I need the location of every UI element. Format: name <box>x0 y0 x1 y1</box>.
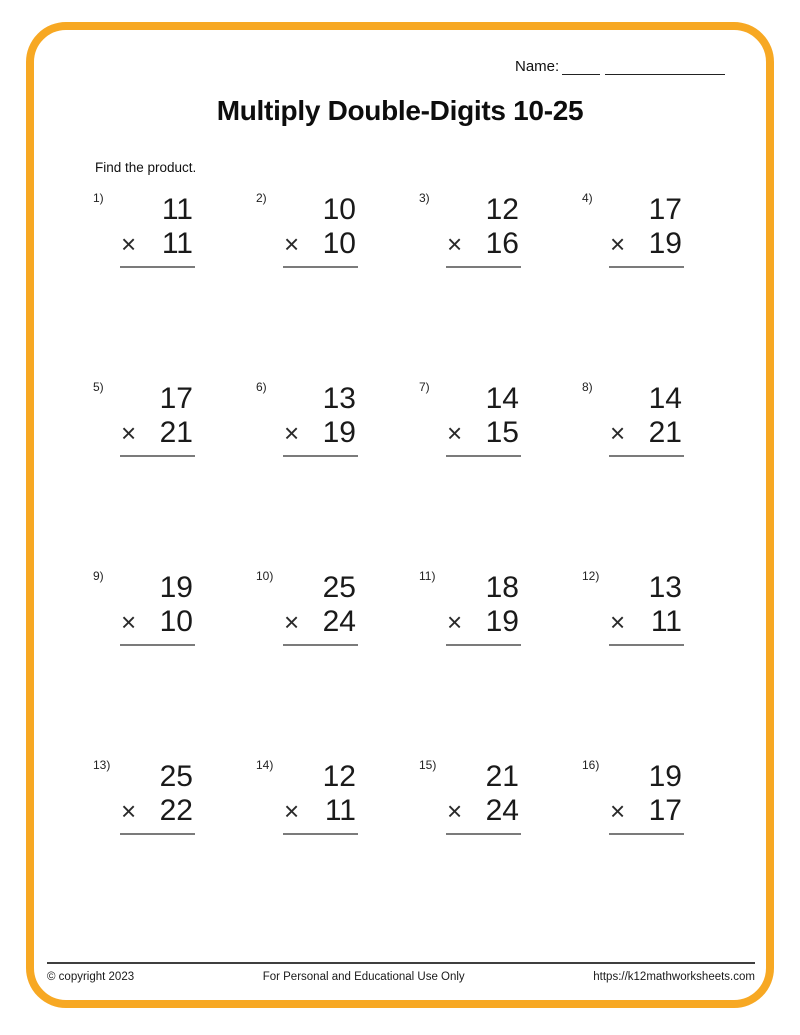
problem-number-label: 10) <box>256 569 274 583</box>
answer-line <box>283 644 358 646</box>
name-blank-line <box>605 59 725 75</box>
multiplication-problem <box>90 569 253 664</box>
multiplication-sign: × <box>284 229 300 259</box>
problem-body <box>120 382 195 457</box>
multiplier-row <box>609 794 684 828</box>
multiplier-row <box>120 227 195 261</box>
problem-body <box>120 760 195 835</box>
problem-number-label: 13) <box>93 758 111 772</box>
multiplier: 21 <box>159 416 193 449</box>
multiplicand: 12 <box>322 760 356 793</box>
multiplication-sign: × <box>447 229 463 259</box>
multiplicand: 21 <box>485 760 519 793</box>
multiplicand: 19 <box>159 571 193 604</box>
multiplicand: 12 <box>485 193 519 226</box>
answer-line <box>609 833 684 835</box>
multiplicand: 25 <box>159 760 193 793</box>
problem-number-label: 8) <box>582 380 593 394</box>
multiplication-sign: × <box>610 418 626 448</box>
multiplicand: 17 <box>648 193 682 226</box>
problem-body <box>283 193 358 268</box>
answer-line <box>609 644 684 646</box>
problem-number-label: 9) <box>93 569 104 583</box>
multiplier: 21 <box>648 416 682 449</box>
multiplicand: 10 <box>322 193 356 226</box>
multiplicand: 17 <box>159 382 193 415</box>
answer-line <box>446 455 521 457</box>
multiplication-problem <box>579 569 742 664</box>
multiplier-row <box>609 416 684 450</box>
multiplier-row <box>446 227 521 261</box>
problem-number-label: 3) <box>419 191 430 205</box>
instruction-text: Find the product. <box>95 160 197 175</box>
problem-number-label: 6) <box>256 380 267 394</box>
multiplier-row <box>609 605 684 639</box>
multiplier: 19 <box>648 227 682 260</box>
multiplicand: 14 <box>648 382 682 415</box>
problem-number-label: 15) <box>419 758 437 772</box>
multiplication-sign: × <box>284 418 300 448</box>
problem-body <box>609 193 684 268</box>
answer-line <box>446 833 521 835</box>
multiplier-row <box>446 605 521 639</box>
multiplication-problem <box>253 569 416 664</box>
page-title: Multiply Double-Digits 10-25 <box>216 95 584 126</box>
problem-body <box>446 193 521 268</box>
multiplication-sign: × <box>284 607 300 637</box>
multiplier: 10 <box>159 605 193 638</box>
multiplier: 15 <box>485 416 519 449</box>
multiplicand: 19 <box>648 760 682 793</box>
multiplicand: 13 <box>322 382 356 415</box>
multiplication-sign: × <box>447 607 463 637</box>
name-label: Name: <box>515 58 560 75</box>
answer-line <box>120 644 195 646</box>
answer-line <box>446 644 521 646</box>
problem-body <box>120 571 195 646</box>
multiplicand: 11 <box>161 193 193 226</box>
footer <box>47 971 755 983</box>
multiplication-sign: × <box>610 229 626 259</box>
multiplication-sign: × <box>610 607 626 637</box>
multiplication-sign: × <box>121 229 137 259</box>
multiplier: 24 <box>485 794 519 827</box>
multiplication-sign: × <box>447 418 463 448</box>
multiplier-row <box>120 416 195 450</box>
problem-number-label: 4) <box>582 191 593 205</box>
multiplier: 19 <box>485 605 519 638</box>
multiplier-row <box>446 794 521 828</box>
multiplication-problem <box>253 380 416 475</box>
multiplication-problem <box>579 380 742 475</box>
answer-line <box>283 455 358 457</box>
multiplier-row <box>609 227 684 261</box>
answer-line <box>446 266 521 268</box>
multiplication-sign: × <box>121 607 137 637</box>
multiplier: 11 <box>161 227 193 260</box>
problem-number-label: 12) <box>582 569 600 583</box>
multiplicand: 18 <box>485 571 519 604</box>
multiplication-problem <box>90 380 253 475</box>
multiplicand: 14 <box>485 382 519 415</box>
multiplier-row <box>446 416 521 450</box>
problem-number-label: 1) <box>93 191 104 205</box>
problem-body <box>446 760 521 835</box>
multiplier: 10 <box>322 227 356 260</box>
multiplier: 11 <box>650 605 682 638</box>
footer-divider <box>47 962 755 964</box>
problem-number-label: 5) <box>93 380 104 394</box>
multiplication-problem <box>416 191 579 286</box>
multiplication-sign: × <box>121 796 137 826</box>
problem-number-label: 7) <box>419 380 430 394</box>
multiplication-sign: × <box>610 796 626 826</box>
multiplier-row <box>283 794 358 828</box>
problem-body <box>609 571 684 646</box>
problem-body <box>609 760 684 835</box>
multiplier: 19 <box>322 416 356 449</box>
multiplier: 17 <box>648 794 682 827</box>
problem-body <box>446 571 521 646</box>
answer-line <box>609 266 684 268</box>
multiplication-problem <box>416 569 579 664</box>
multiplier-row <box>120 794 195 828</box>
multiplication-problem <box>416 380 579 475</box>
multiplier-row <box>283 416 358 450</box>
problem-number-label: 16) <box>582 758 600 772</box>
problem-number-label: 14) <box>256 758 274 772</box>
multiplication-problem <box>579 758 742 853</box>
multiplication-problem <box>253 191 416 286</box>
multiplier: 11 <box>324 794 356 827</box>
problem-number-label: 11) <box>419 569 436 583</box>
problem-body <box>120 193 195 268</box>
multiplier-row <box>283 227 358 261</box>
multiplication-sign: × <box>121 418 137 448</box>
problem-body <box>609 382 684 457</box>
multiplicand: 25 <box>322 571 356 604</box>
answer-line <box>120 833 195 835</box>
multiplication-problem <box>416 758 579 853</box>
footer-usage-text: For Personal and Educational Use Only <box>262 971 465 983</box>
answer-line <box>283 266 358 268</box>
multiplier: 24 <box>322 605 356 638</box>
problems-grid <box>90 191 742 853</box>
multiplication-problem <box>90 191 253 286</box>
multiplication-problem <box>90 758 253 853</box>
multiplier: 22 <box>159 794 193 827</box>
problem-number-label: 2) <box>256 191 267 205</box>
name-blank-line <box>562 59 600 75</box>
answer-line <box>609 455 684 457</box>
answer-line <box>283 833 358 835</box>
answer-line <box>120 266 195 268</box>
footer-copyright: © copyright 2023 <box>47 971 135 983</box>
multiplication-sign: × <box>447 796 463 826</box>
problem-body <box>283 382 358 457</box>
problem-body <box>283 571 358 646</box>
multiplicand: 13 <box>648 571 682 604</box>
multiplier-row <box>120 605 195 639</box>
multiplier: 16 <box>485 227 519 260</box>
multiplication-sign: × <box>284 796 300 826</box>
problem-body <box>446 382 521 457</box>
multiplication-problem <box>579 191 742 286</box>
name-row <box>515 58 725 75</box>
multiplication-problem <box>253 758 416 853</box>
answer-line <box>120 455 195 457</box>
problem-body <box>283 760 358 835</box>
multiplier-row <box>283 605 358 639</box>
footer-url: https://k12mathworksheets.com <box>593 971 755 983</box>
